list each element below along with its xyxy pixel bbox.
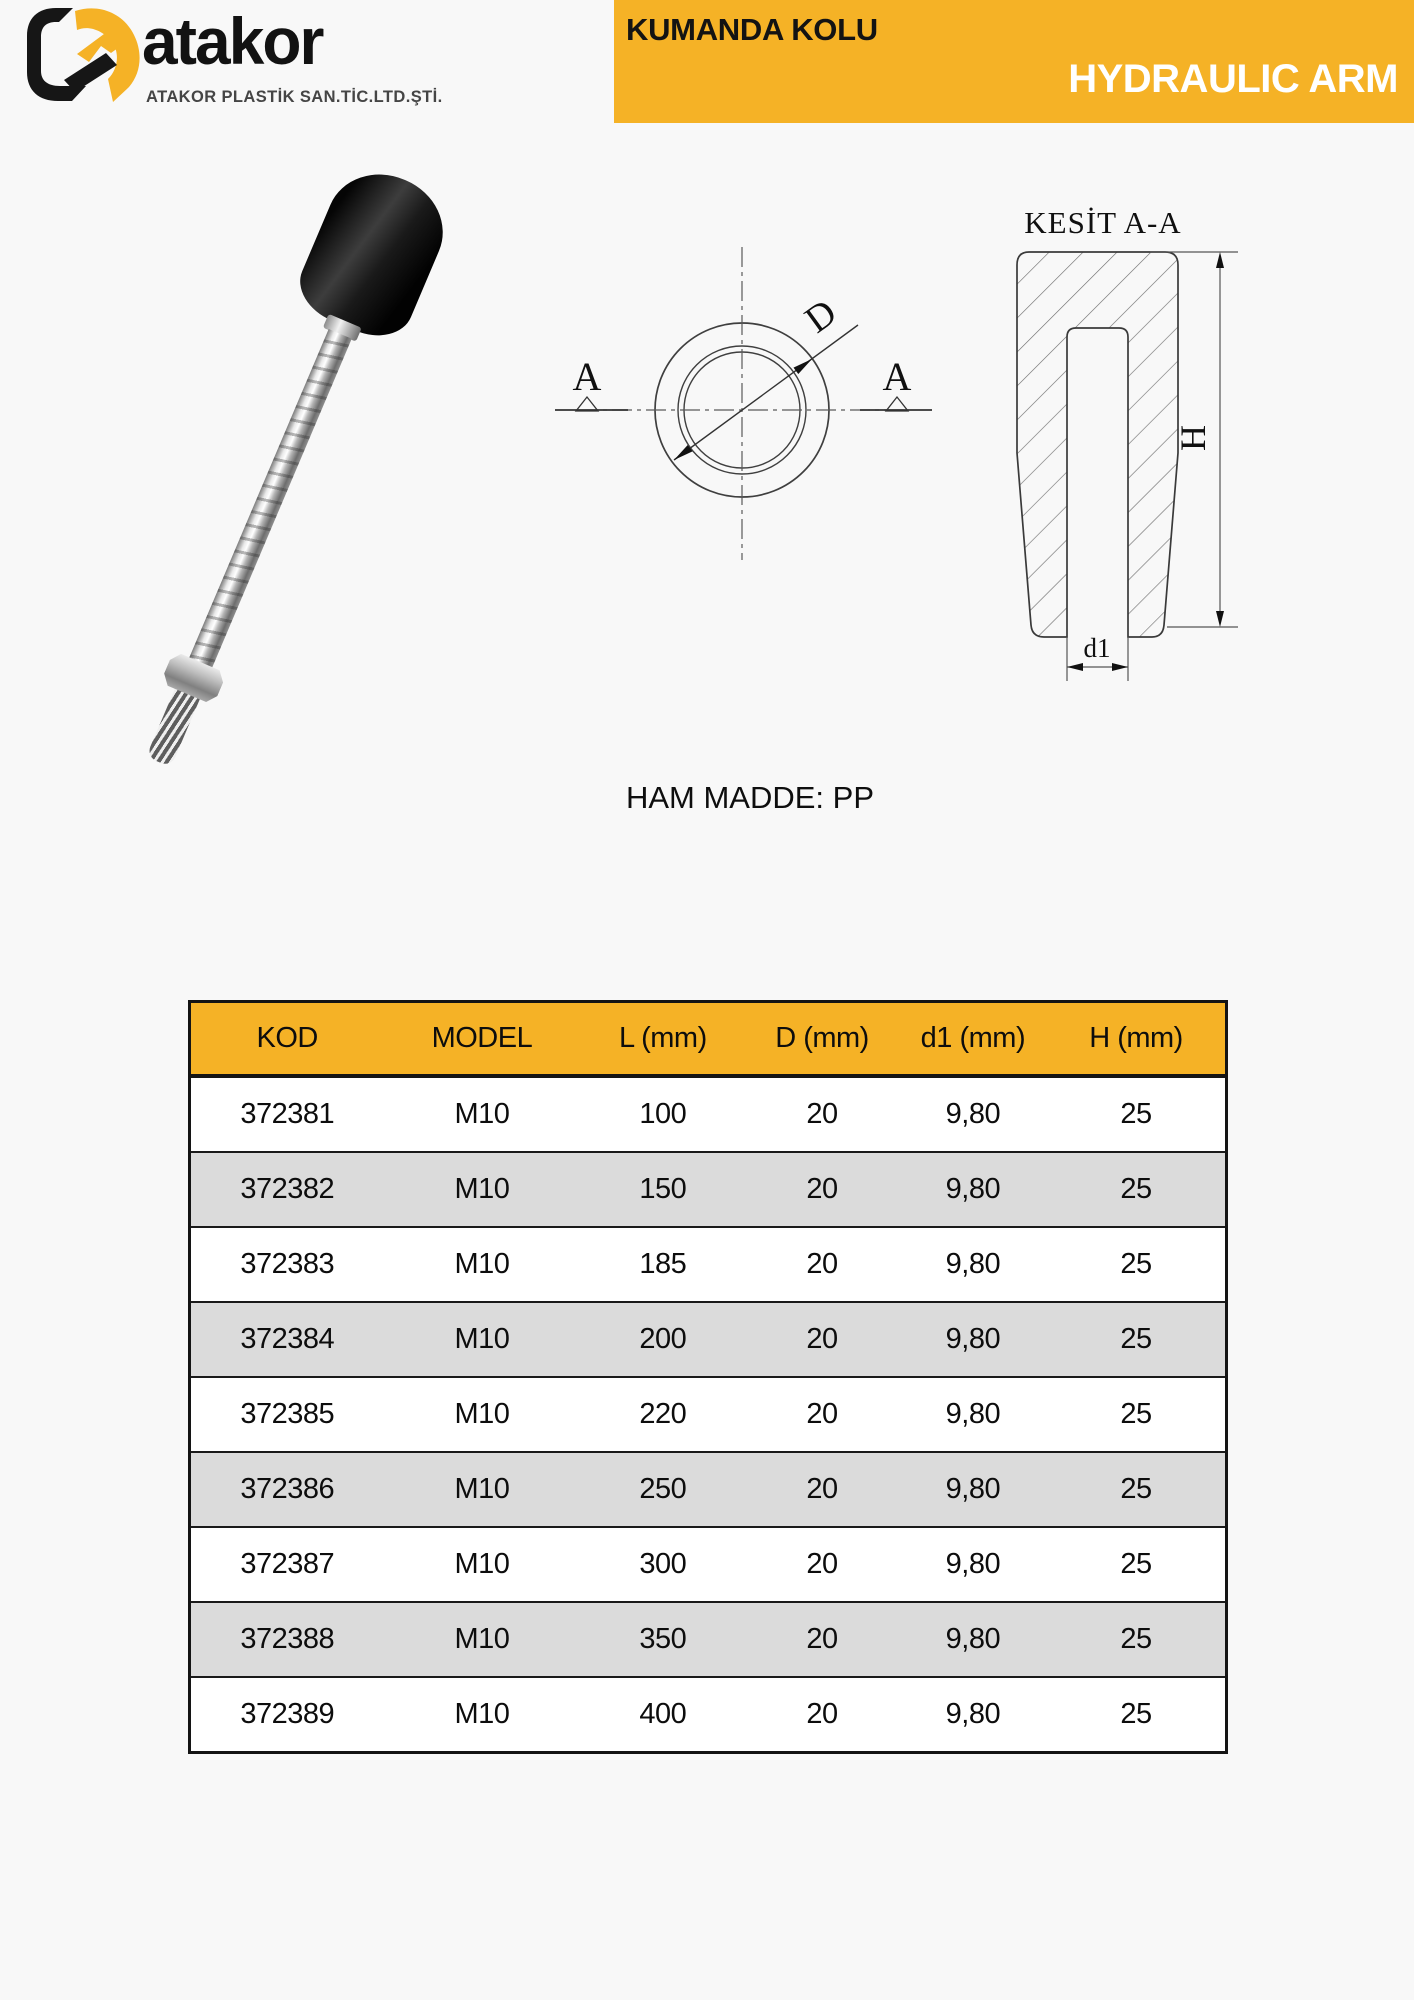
table-cell: 9,80 bbox=[899, 1452, 1047, 1527]
table-row bbox=[190, 1452, 1227, 1527]
table-cell: 25 bbox=[1047, 1076, 1226, 1152]
top-view-drawing bbox=[540, 230, 960, 580]
table-cell: 300 bbox=[580, 1527, 745, 1602]
arrowhead-up bbox=[1216, 252, 1224, 268]
arrowhead-left bbox=[1067, 663, 1083, 671]
table-cell: 25 bbox=[1047, 1377, 1226, 1452]
spec-table bbox=[188, 1000, 1228, 1754]
lever-knob bbox=[289, 157, 459, 349]
table-cell: 9,80 bbox=[899, 1227, 1047, 1302]
header-row bbox=[190, 1002, 1227, 1077]
table-cell: M10 bbox=[383, 1152, 580, 1227]
product-photo-lever bbox=[104, 157, 460, 785]
table-cell: 9,80 bbox=[899, 1527, 1047, 1602]
table-cell: 185 bbox=[580, 1227, 745, 1302]
table-cell: 25 bbox=[1047, 1527, 1226, 1602]
table-row bbox=[190, 1527, 1227, 1602]
table-column-header: d1 (mm) bbox=[899, 1002, 1047, 1077]
table-cell: 9,80 bbox=[899, 1076, 1047, 1152]
table-column-header: MODEL bbox=[383, 1002, 580, 1077]
table-cell: M10 bbox=[383, 1377, 580, 1452]
section-profile-shape bbox=[1017, 252, 1178, 637]
table-cell: 350 bbox=[580, 1602, 745, 1677]
table-row bbox=[190, 1227, 1227, 1302]
table-cell: 20 bbox=[745, 1677, 898, 1753]
table-cell: 220 bbox=[580, 1377, 745, 1452]
table-cell: 372385 bbox=[190, 1377, 384, 1452]
table-cell: 400 bbox=[580, 1677, 745, 1753]
product-title-english: HYDRAULIC ARM bbox=[1068, 57, 1398, 101]
section-triangle-left bbox=[576, 397, 598, 411]
table-cell: 150 bbox=[580, 1152, 745, 1227]
logo-company-name: ATAKOR PLASTİK SAN.TİC.LTD.ŞTİ. bbox=[146, 88, 443, 106]
table-row bbox=[190, 1377, 1227, 1452]
table-cell: 372383 bbox=[190, 1227, 384, 1302]
table-column-header: D (mm) bbox=[745, 1002, 898, 1077]
logo-wordmark: atakor bbox=[142, 4, 323, 78]
table-cell: 20 bbox=[745, 1152, 898, 1227]
table-cell: 25 bbox=[1047, 1602, 1226, 1677]
table-cell: 25 bbox=[1047, 1152, 1226, 1227]
table-cell: M10 bbox=[383, 1677, 580, 1753]
table-row bbox=[190, 1602, 1227, 1677]
dimension-label-d1: d1 bbox=[1083, 633, 1111, 663]
arrowhead-down bbox=[1216, 611, 1224, 627]
table-cell: 25 bbox=[1047, 1302, 1226, 1377]
table-column-header: L (mm) bbox=[580, 1002, 745, 1077]
table-cell: 200 bbox=[580, 1302, 745, 1377]
arrowhead-right bbox=[1112, 663, 1128, 671]
table-row bbox=[190, 1076, 1227, 1152]
section-triangle-right bbox=[886, 397, 908, 411]
table-cell: M10 bbox=[383, 1452, 580, 1527]
dimension-label-h: H bbox=[1173, 425, 1213, 451]
spec-table-body bbox=[190, 1076, 1227, 1753]
table-cell: 372384 bbox=[190, 1302, 384, 1377]
table-cell: M10 bbox=[383, 1302, 580, 1377]
table-cell: 372388 bbox=[190, 1602, 384, 1677]
lever-threaded-end bbox=[146, 688, 200, 767]
table-cell: M10 bbox=[383, 1602, 580, 1677]
table-cell: 9,80 bbox=[899, 1377, 1047, 1452]
table-cell: 372386 bbox=[190, 1452, 384, 1527]
arrowhead-ne bbox=[794, 359, 813, 374]
table-cell: 25 bbox=[1047, 1452, 1226, 1527]
table-cell: 20 bbox=[745, 1377, 898, 1452]
material-note: HAM MADDE: PP bbox=[625, 780, 875, 815]
table-cell: 372387 bbox=[190, 1527, 384, 1602]
table-cell: 20 bbox=[745, 1602, 898, 1677]
table-cell: M10 bbox=[383, 1527, 580, 1602]
table-cell: 20 bbox=[745, 1076, 898, 1152]
table-row bbox=[190, 1677, 1227, 1753]
lever-shaft bbox=[188, 329, 351, 668]
table-cell: 372382 bbox=[190, 1152, 384, 1227]
product-title-turkish: KUMANDA KOLU bbox=[626, 12, 878, 47]
atakor-logo-icon bbox=[14, 4, 144, 104]
table-cell: 20 bbox=[745, 1302, 898, 1377]
table-cell: 9,80 bbox=[899, 1677, 1047, 1753]
table-cell: 25 bbox=[1047, 1227, 1226, 1302]
table-cell: 372381 bbox=[190, 1076, 384, 1152]
table-cell: 20 bbox=[745, 1452, 898, 1527]
title-banner bbox=[614, 0, 1414, 123]
dimension-label-d: D bbox=[797, 291, 845, 342]
table-cell: 25 bbox=[1047, 1677, 1226, 1753]
diameter-dimension-line bbox=[674, 325, 858, 460]
spec-table-header bbox=[190, 1002, 1227, 1077]
table-cell: 9,80 bbox=[899, 1152, 1047, 1227]
section-view-title: KESİT A-A bbox=[1024, 205, 1182, 240]
table-cell: M10 bbox=[383, 1076, 580, 1152]
table-column-header: KOD bbox=[190, 1002, 384, 1077]
table-cell: 20 bbox=[745, 1527, 898, 1602]
table-cell: 9,80 bbox=[899, 1302, 1047, 1377]
table-cell: 100 bbox=[580, 1076, 745, 1152]
section-label-a-right: A bbox=[882, 354, 912, 399]
table-row bbox=[190, 1302, 1227, 1377]
section-label-a-left: A bbox=[572, 354, 602, 399]
table-cell: 250 bbox=[580, 1452, 745, 1527]
table-cell: 9,80 bbox=[899, 1602, 1047, 1677]
section-view-drawing bbox=[980, 185, 1280, 700]
table-column-header: H (mm) bbox=[1047, 1002, 1226, 1077]
table-cell: 20 bbox=[745, 1227, 898, 1302]
table-cell: 372389 bbox=[190, 1677, 384, 1753]
table-row bbox=[190, 1152, 1227, 1227]
table-cell: M10 bbox=[383, 1227, 580, 1302]
